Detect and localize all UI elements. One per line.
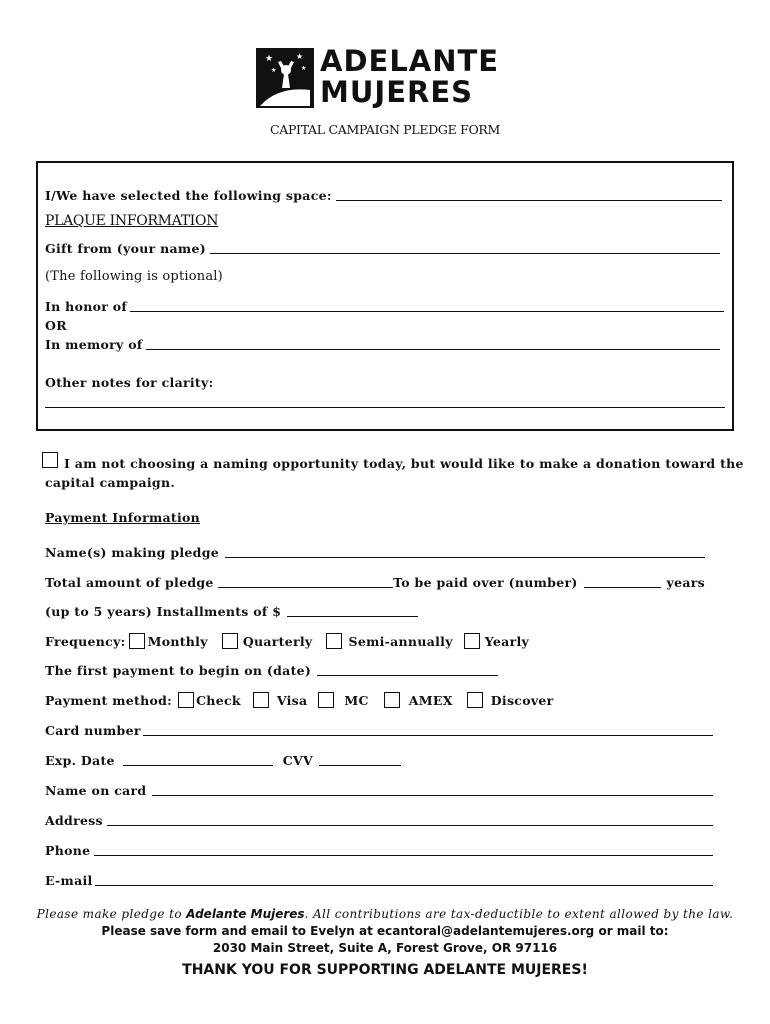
plaque-heading: PLAQUE INFORMATION	[45, 213, 219, 229]
total-row	[45, 575, 705, 590]
donation-only-text-line2: capital campaign.	[45, 475, 175, 490]
frequency-monthly-checkbox[interactable]	[129, 633, 145, 649]
method-amex-checkbox[interactable]	[384, 692, 400, 708]
frequency-quarterly-label: Quarterly	[242, 633, 313, 649]
in-memory-field[interactable]	[146, 349, 720, 350]
in-honor-row	[45, 299, 724, 314]
card-number-label: Card number	[45, 723, 141, 738]
method-amex-label: AMEX	[408, 692, 453, 708]
email-label: E-mail	[45, 873, 93, 888]
frequency-yearly-label: Yearly	[484, 633, 530, 649]
footer-note	[0, 907, 770, 921]
address-field[interactable]	[107, 825, 713, 826]
donation-only-checkbox[interactable]	[42, 452, 58, 468]
other-notes-label: Other notes for clarity:	[45, 375, 214, 390]
method-visa-checkbox[interactable]	[253, 692, 269, 708]
other-notes-field[interactable]	[45, 407, 725, 408]
installments-label: (up to 5 years) Installments of $	[45, 604, 282, 619]
method-discover-label: Discover	[490, 692, 554, 708]
exp-date-field[interactable]	[123, 765, 273, 766]
or-label: OR	[45, 318, 67, 333]
frequency-quarterly-checkbox[interactable]	[222, 633, 238, 649]
svg-text:★: ★	[296, 52, 304, 61]
frequency-semiannually-checkbox[interactable]	[326, 633, 342, 649]
names-label: Name(s) making pledge	[45, 545, 220, 560]
method-row	[45, 692, 554, 708]
form-title: CAPITAL CAMPAIGN PLEDGE FORM	[269, 122, 501, 137]
method-mc-label: MC	[344, 692, 369, 708]
method-mc-checkbox[interactable]	[318, 692, 334, 708]
card-number-row	[45, 723, 713, 738]
names-row	[45, 545, 705, 560]
method-label: Payment method:	[45, 692, 173, 708]
logo-mark-icon	[256, 48, 314, 108]
cvv-field[interactable]	[319, 765, 401, 766]
method-check-checkbox[interactable]	[178, 692, 194, 708]
exp-date-label: Exp. Date	[45, 753, 115, 768]
logo	[256, 46, 516, 110]
logo-text-line2: MUJERES	[320, 75, 474, 109]
svg-text:★: ★	[265, 54, 274, 64]
thank-you-banner: THANK YOU FOR SUPPORTING ADELANTE MUJERES!	[182, 962, 588, 978]
name-on-card-label: Name on card	[45, 783, 147, 798]
first-payment-row	[45, 663, 498, 678]
installments-field[interactable]	[287, 616, 418, 617]
payment-heading: Payment Information	[45, 510, 201, 525]
email-row	[45, 873, 713, 888]
card-number-field[interactable]	[143, 735, 713, 736]
cvv-label: CVV	[282, 753, 314, 768]
method-check-label: Check	[196, 692, 241, 708]
method-visa-label: Visa	[276, 692, 308, 708]
selected-space-label: I/We have selected the following space:	[45, 188, 332, 203]
footer-address-line: 2030 Main Street, Suite A, Forest Grove, OR 97116	[212, 941, 558, 955]
paid-over-label: To be paid over (number)	[393, 575, 578, 590]
first-payment-field[interactable]	[317, 675, 498, 676]
optional-note: (The following is optional)	[45, 269, 223, 284]
phone-field[interactable]	[94, 855, 713, 856]
in-honor-label: In honor of	[45, 299, 128, 314]
installments-row	[45, 604, 418, 619]
years-label: years	[666, 575, 705, 590]
gift-from-field[interactable]	[210, 253, 720, 254]
in-memory-label: In memory of	[45, 337, 143, 352]
first-payment-label: The first payment to begin on (date)	[45, 663, 312, 678]
frequency-yearly-checkbox[interactable]	[464, 633, 480, 649]
gift-from-row	[45, 241, 720, 256]
email-field[interactable]	[95, 885, 713, 886]
footer-note-prefix: Please make pledge to	[36, 907, 187, 921]
svg-text:★: ★	[301, 65, 307, 72]
exp-cvv-row	[45, 753, 401, 768]
total-field[interactable]	[218, 587, 393, 588]
footer-note-suffix: . All contributions are tax-deductible to extent allowed by the law.	[304, 907, 734, 921]
footer-save-line: Please save form and email to Evelyn at ecantoral@adelantemujeres.org or mail to:	[101, 924, 669, 938]
svg-text:★: ★	[271, 67, 277, 74]
address-row	[45, 813, 713, 828]
selected-space-row	[45, 188, 722, 203]
frequency-monthly-label: Monthly	[147, 633, 208, 649]
donation-only-text-line1: I am not choosing a naming opportunity today, but would like to make a donation toward the	[64, 456, 744, 471]
in-memory-row	[45, 337, 720, 352]
name-on-card-row	[45, 783, 713, 798]
logo-text-line1: ADELANTE	[320, 44, 500, 78]
frequency-label: Frequency:	[45, 633, 126, 649]
gift-from-label: Gift from (your name)	[45, 241, 206, 256]
frequency-semiannually-label: Semi-annually	[348, 633, 453, 649]
total-label: Total amount of pledge	[45, 575, 214, 590]
names-field[interactable]	[225, 557, 705, 558]
paid-over-field[interactable]	[584, 587, 661, 588]
footer-org-name: Adelante Mujeres	[186, 907, 305, 921]
in-honor-field[interactable]	[130, 311, 724, 312]
name-on-card-field[interactable]	[152, 795, 713, 796]
phone-row	[45, 843, 713, 858]
method-discover-checkbox[interactable]	[467, 692, 483, 708]
address-label: Address	[45, 813, 103, 828]
phone-label: Phone	[45, 843, 91, 858]
frequency-row	[45, 633, 529, 649]
selected-space-field[interactable]	[336, 200, 722, 201]
